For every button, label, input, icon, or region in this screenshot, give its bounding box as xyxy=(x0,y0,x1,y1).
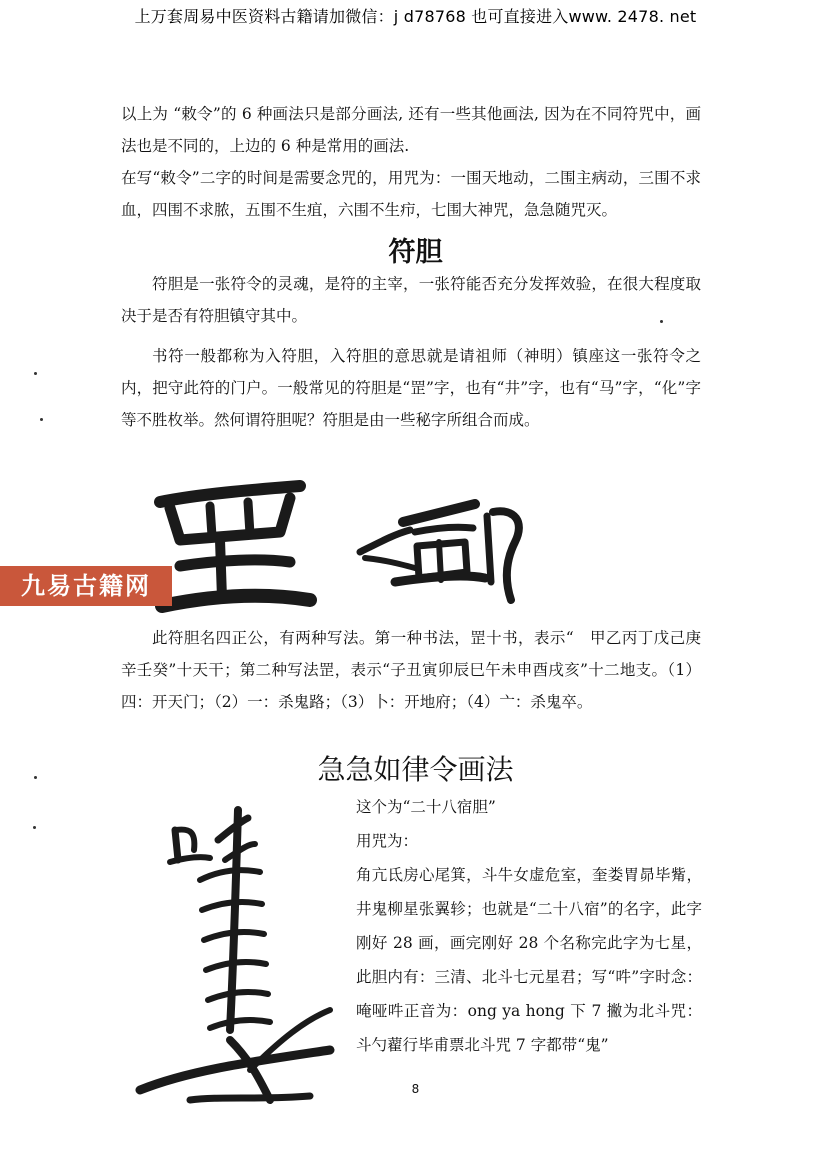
scan-speck xyxy=(34,776,37,779)
calligraphy-ershiba-su-dan-image xyxy=(130,800,350,1130)
jiji-line-3: 角亢氐房心尾箕，斗牛女虚危室，奎娄胃昴毕觜，井鬼柳星张翼轸；也就是“二十八宿”的名字，此字刚好 28 画，画完刚好 28 个名称完此字为七星，此胆内有：三清、北斗七元星君；写“吽”字时念：唵哑吽正音为：ong ya hong 下 7 撇为北斗咒：斗勺藋行毕甫票北斗咒 7 字都带“鬼” xyxy=(356,866,702,1054)
watermark-stamp: 九易古籍网 xyxy=(0,566,172,606)
scan-speck xyxy=(33,826,36,829)
page-number: 8 xyxy=(411,1082,420,1096)
calligraphy-gang-character-image xyxy=(150,480,320,620)
scan-speck xyxy=(40,418,43,421)
section-title-jiji: 急急如律令画法 xyxy=(317,753,514,786)
fudan-paragraph-1: 符胆是一张符令的灵魂，是符的主宰，一张符能否充分发挥效验，在很大程度取决于是否有符胆镇守其中。 xyxy=(121,275,701,325)
jiji-line-1: 这个为“二十八宿胆” xyxy=(356,798,496,816)
calligraphy-fudan-variant-image xyxy=(355,482,535,607)
intro-paragraph-1: 以上为 “敕令”的 6 种画法只是部分画法, 还有一些其他画法, 因为在不同符咒中，画法也是不同的，上边的 6 种是常用的画法. xyxy=(121,105,701,155)
scan-speck xyxy=(34,372,37,375)
scan-speck xyxy=(660,320,663,323)
sizheng-paragraph: 此符胆名四正公，有两种写法。第一种书法，罡十书，表示“ 甲乙丙丁戊己庚辛壬癸”十天干；第二种写法罡，表示“子丑寅卯辰巳午未申酉戌亥”十二地支。（1）四：开天门；（2）一：杀鬼路；（3）卜：开地府；（4）亠：杀鬼卒。 xyxy=(121,629,701,711)
fudan-paragraph-2: 书符一般都称为入符胆，入符胆的意思就是请祖师（神明）镇座这一张符令之内，把守此符的门户。一般常见的符胆是“罡”字，也有“井”字，也有“马”字，“化”字等不胜枚举。然何谓符胆呢？符胆是由一些秘字所组合而成。 xyxy=(121,347,701,429)
jiji-line-2: 用咒为： xyxy=(356,832,419,850)
section-title-fudan: 符胆 xyxy=(388,237,443,268)
intro-paragraph-2: 在写“敕令”二字的时间是需要念咒的，用咒为：一围天地动，二围主病动，三围不求血，四围不求脓，五围不生疽，六围不生疖，七围大神咒，急急随咒灭。 xyxy=(121,169,701,219)
page-header-banner: 上万套周易中医资料古籍请加微信：j d78768 也可直接进入www. 2478. net xyxy=(134,7,697,26)
